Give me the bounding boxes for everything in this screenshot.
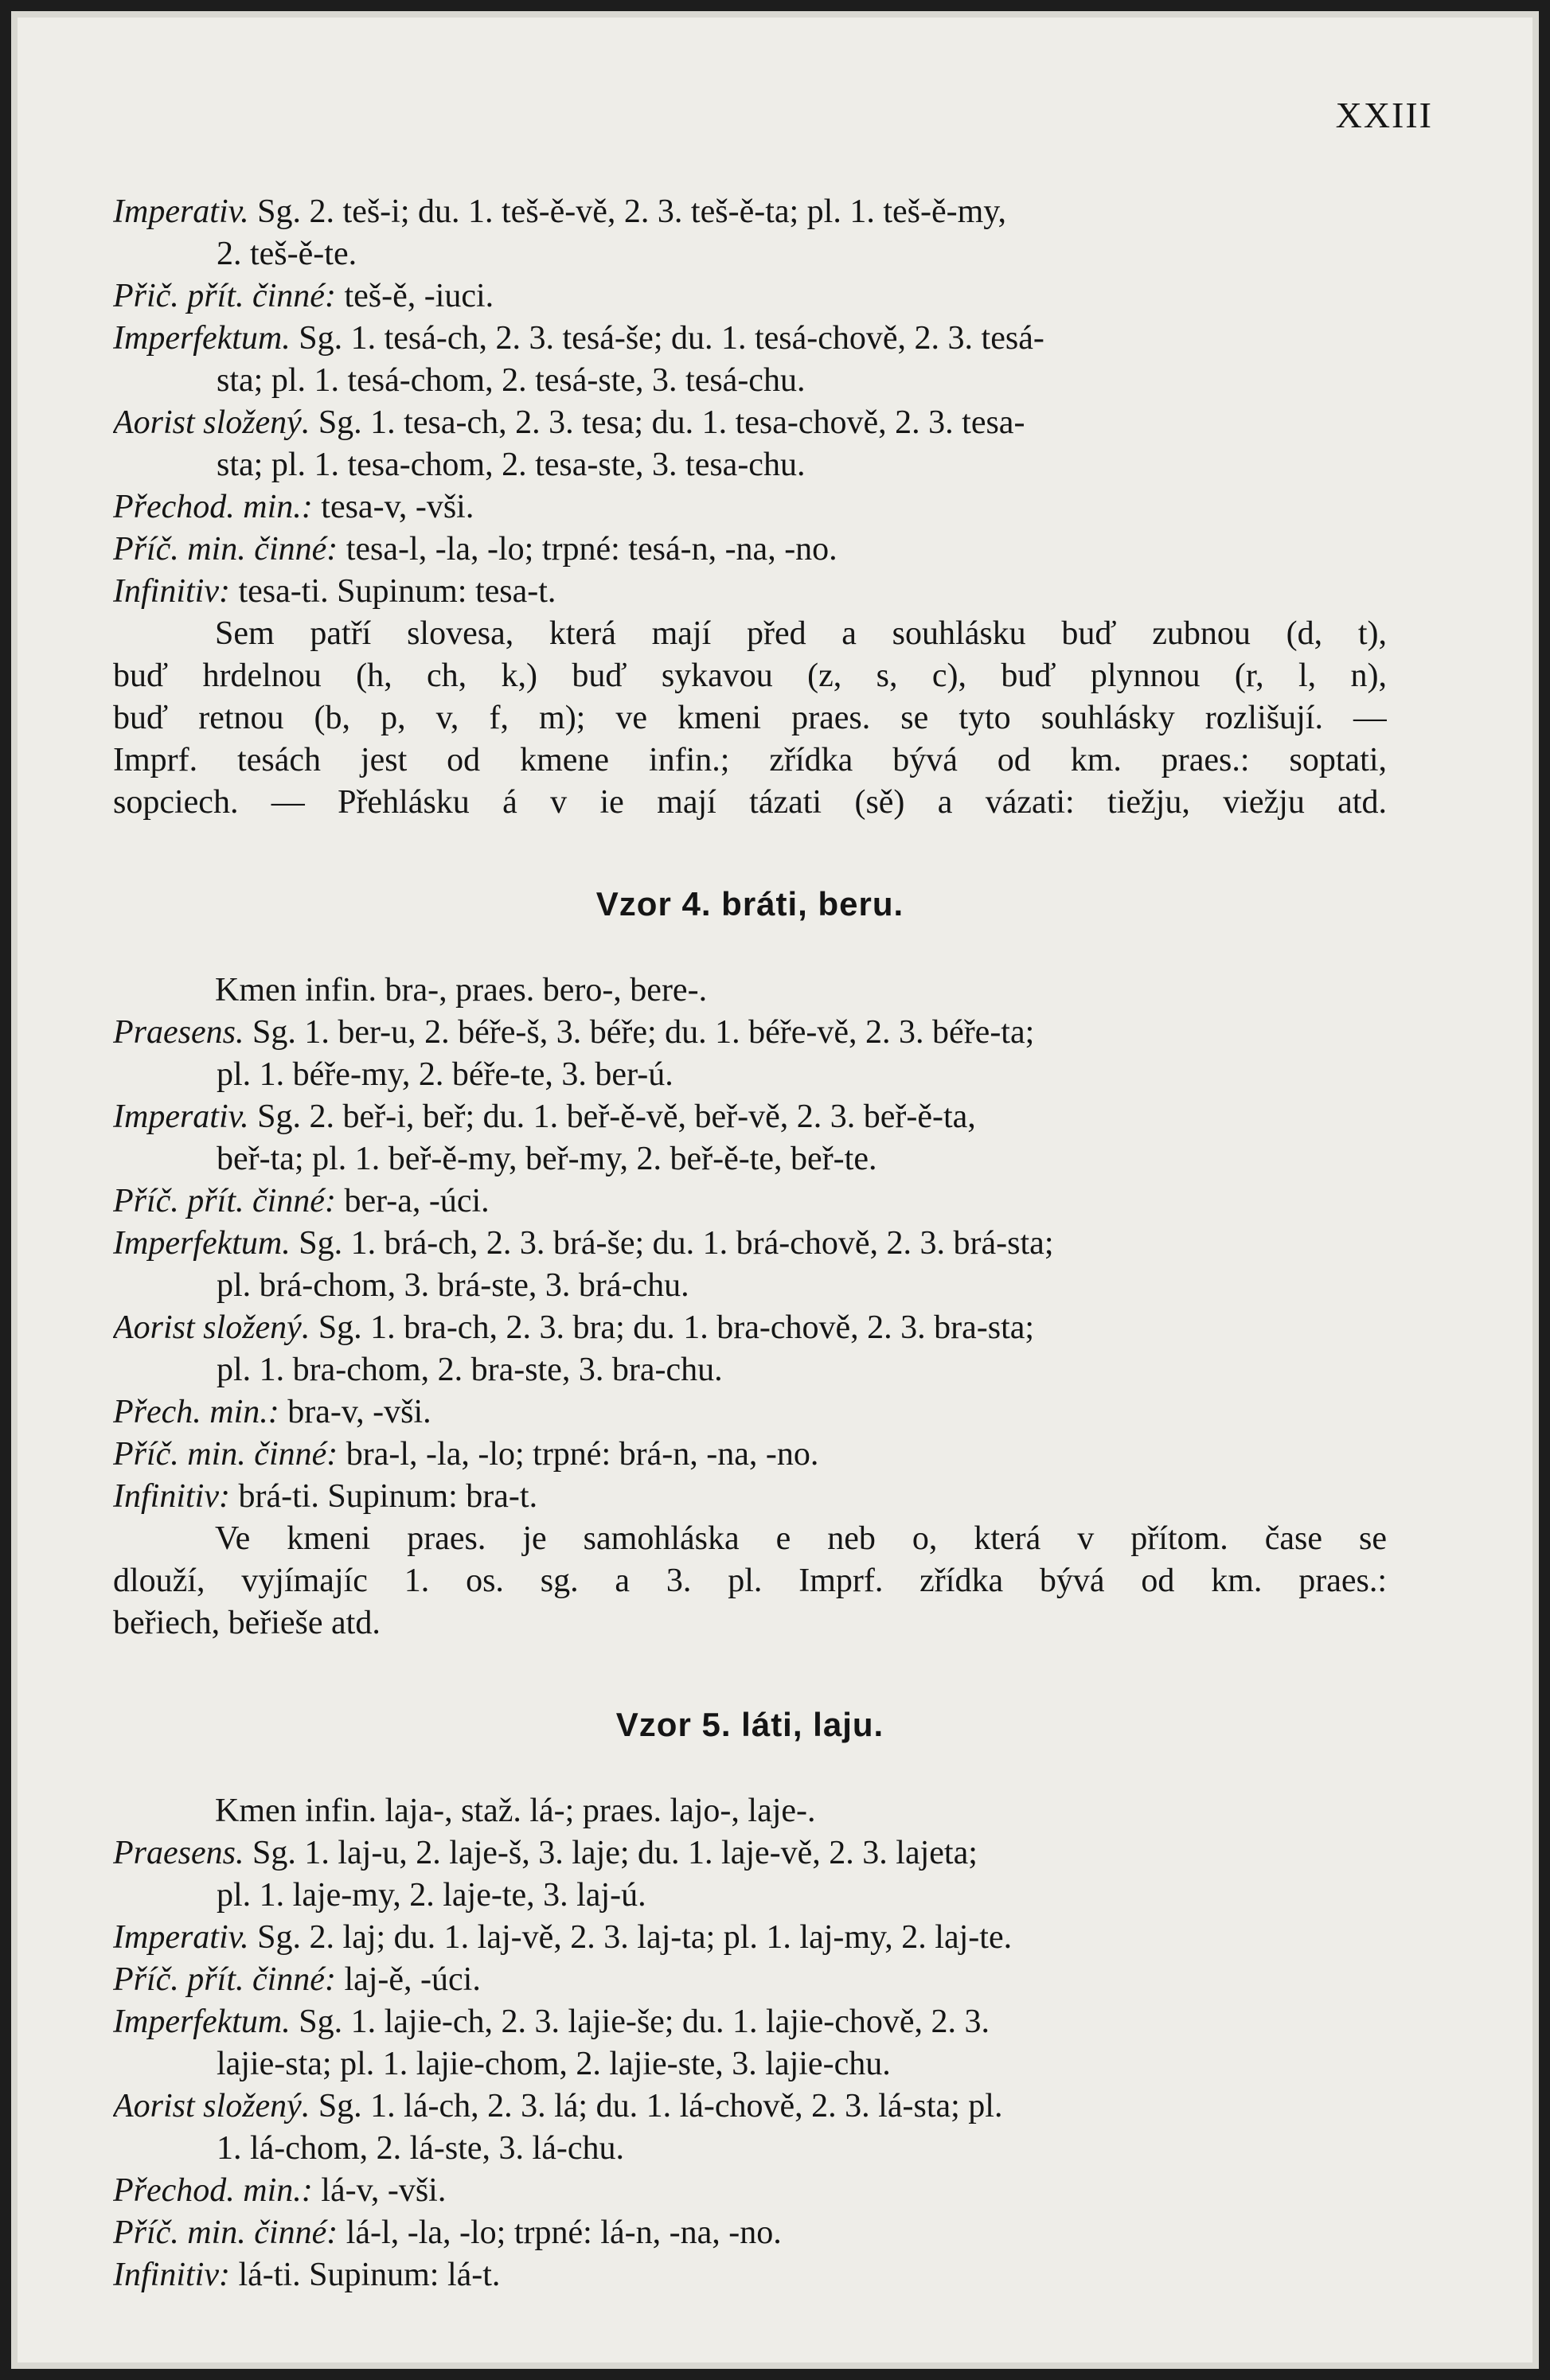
- text-line: Imperfektum. Sg. 1. lajie-ch, 2. 3. lajie-še; du. 1. lajie-chově, 2. 3.: [113, 2003, 990, 2040]
- text-line: Příč. min. činné: lá-l, -la, -lo; trpné: lá-n, -na, -no.: [113, 2214, 782, 2251]
- text-line: Praesens. Sg. 1. ber-u, 2. béře-š, 3. béře; du. 1. béře-vě, 2. 3. béře-ta;: [113, 1014, 1035, 1051]
- text-line: Přechod. min.: lá-v, -vši.: [113, 2172, 447, 2209]
- text-line: beř-ta; pl. 1. beř-ě-my, beř-my, 2. beř-ě-te, beř-te.: [217, 1141, 877, 1177]
- text-line: Aorist složený. Sg. 1. tesa-ch, 2. 3. tesa; du. 1. tesa-chově, 2. 3. tesa-: [113, 404, 1025, 441]
- text-line: Imperativ. Sg. 2. beř-i, beř; du. 1. beř-ě-vě, beř-vě, 2. 3. beř-ě-ta,: [113, 1098, 976, 1135]
- text-line: sta; pl. 1. tesá-chom, 2. tesá-ste, 3. tesá-chu.: [217, 362, 806, 399]
- paragraph-line: sopciech. — Přehlásku á v ie mají tázati (sě) a vázati: tiežju, viežju atd.: [113, 784, 1387, 821]
- text-line: pl. 1. bra-chom, 2. bra-ste, 3. bra-chu.: [217, 1352, 723, 1388]
- section-heading: Vzor 5. láti, laju.: [615, 1706, 884, 1743]
- text-line: pl. 1. béře-my, 2. béře-te, 3. ber-ú.: [217, 1056, 673, 1093]
- text-line: Aorist složený. Sg. 1. lá-ch, 2. 3. lá; du. 1. lá-chově, 2. 3. lá-sta; pl.: [113, 2088, 1003, 2124]
- text-line: 1. lá-chom, 2. lá-ste, 3. lá-chu.: [217, 2130, 624, 2167]
- text-line: Aorist složený. Sg. 1. bra-ch, 2. 3. bra; du. 1. bra-chově, 2. 3. bra-sta;: [113, 1309, 1035, 1346]
- page-number: XXIII: [1335, 95, 1433, 135]
- text-line: Imperativ. Sg. 2. laj; du. 1. laj-vě, 2. 3. laj-ta; pl. 1. laj-my, 2. laj-te.: [113, 1919, 1013, 1956]
- text-line: pl. brá-chom, 3. brá-ste, 3. brá-chu.: [217, 1267, 689, 1304]
- text-line: Imperfektum. Sg. 1. tesá-ch, 2. 3. tesá-še; du. 1. tesá-chově, 2. 3. tesá-: [113, 320, 1044, 357]
- text-line: Praesens. Sg. 1. laj-u, 2. laje-š, 3. laje; du. 1. laje-vě, 2. 3. lajeta;: [113, 1835, 978, 1871]
- paragraph-line: buď hrdelnou (h, ch, k,) buď sykavou (z, s, c), buď plynnou (r, l, n),: [113, 657, 1387, 694]
- section-brati: [113, 970, 1387, 1645]
- paragraph-line: Imprf. tesách jest od kmene infin.; zřídka bývá od km. praes.: soptati,: [113, 742, 1387, 778]
- stem-line: Kmen infin. bra-, praes. bero-, bere-.: [215, 972, 708, 1009]
- paragraph-line: buď retnou (b, p, v, f, m); ve kmeni praes. se tyto souhlásky rozlišují. —: [113, 700, 1387, 736]
- text-line: Přechod. min.: tesa-v, -vši.: [113, 489, 474, 525]
- paragraph-line: Sem patří slovesa, která mají před a souhlásku buď zubnou (d, t),: [215, 615, 1387, 652]
- text-line: Přech. min.: bra-v, -vši.: [113, 1394, 431, 1430]
- text-line: Příč. přít. činné: ber-a, -úci.: [113, 1183, 490, 1219]
- text-line: pl. 1. laje-my, 2. laje-te, 3. laj-ú.: [217, 1877, 646, 1914]
- paragraph-line: Ve kmeni praes. je samohláska e neb o, která v přítom. čase se: [215, 1520, 1387, 1557]
- paragraph-line: beřiech, beřieše atd.: [113, 1605, 381, 1641]
- text-line: sta; pl. 1. tesa-chom, 2. tesa-ste, 3. tesa-chu.: [217, 447, 806, 483]
- section-tesati: [113, 191, 1387, 824]
- text-line: Přič. přít. činné: teš-ě, -iuci.: [113, 278, 494, 314]
- text-line: Příč. min. činné: bra-l, -la, -lo; trpné: brá-n, -na, -no.: [113, 1436, 819, 1473]
- text-line: Příč. min. činné: tesa-l, -la, -lo; trpné: tesá-n, -na, -no.: [113, 531, 837, 568]
- section-heading: Vzor 4. bráti, beru.: [595, 885, 904, 923]
- text-line: Infinitiv: tesa-ti. Supinum: tesa-t.: [113, 573, 556, 610]
- text-line: Infinitiv: lá-ti. Supinum: lá-t.: [113, 2257, 501, 2293]
- stem-line: Kmen infin. laja-, staž. lá-; praes. lajo-, laje-.: [215, 1793, 816, 1829]
- section-lati: [113, 1790, 1387, 2296]
- text-line: Příč. přít. činné: laj-ě, -úci.: [113, 1961, 481, 1998]
- page-body: [113, 191, 1387, 2296]
- paragraph-line: dlouží, vyjímajíc 1. os. sg. a 3. pl. Imprf. zřídka bývá od km. praes.:: [113, 1563, 1387, 1599]
- text-line: Infinitiv: brá-ti. Supinum: bra-t.: [113, 1478, 538, 1515]
- text-line: 2. teš-ě-te.: [217, 236, 357, 272]
- text-line: Imperfektum. Sg. 1. brá-ch, 2. 3. brá-še; du. 1. brá-chově, 2. 3. brá-sta;: [113, 1225, 1054, 1262]
- text-line: Imperativ. Sg. 2. teš-i; du. 1. teš-ě-vě, 2. 3. teš-ě-ta; pl. 1. teš-ě-my,: [113, 193, 1007, 230]
- text-line: lajie-sta; pl. 1. lajie-chom, 2. lajie-ste, 3. lajie-chu.: [217, 2046, 891, 2082]
